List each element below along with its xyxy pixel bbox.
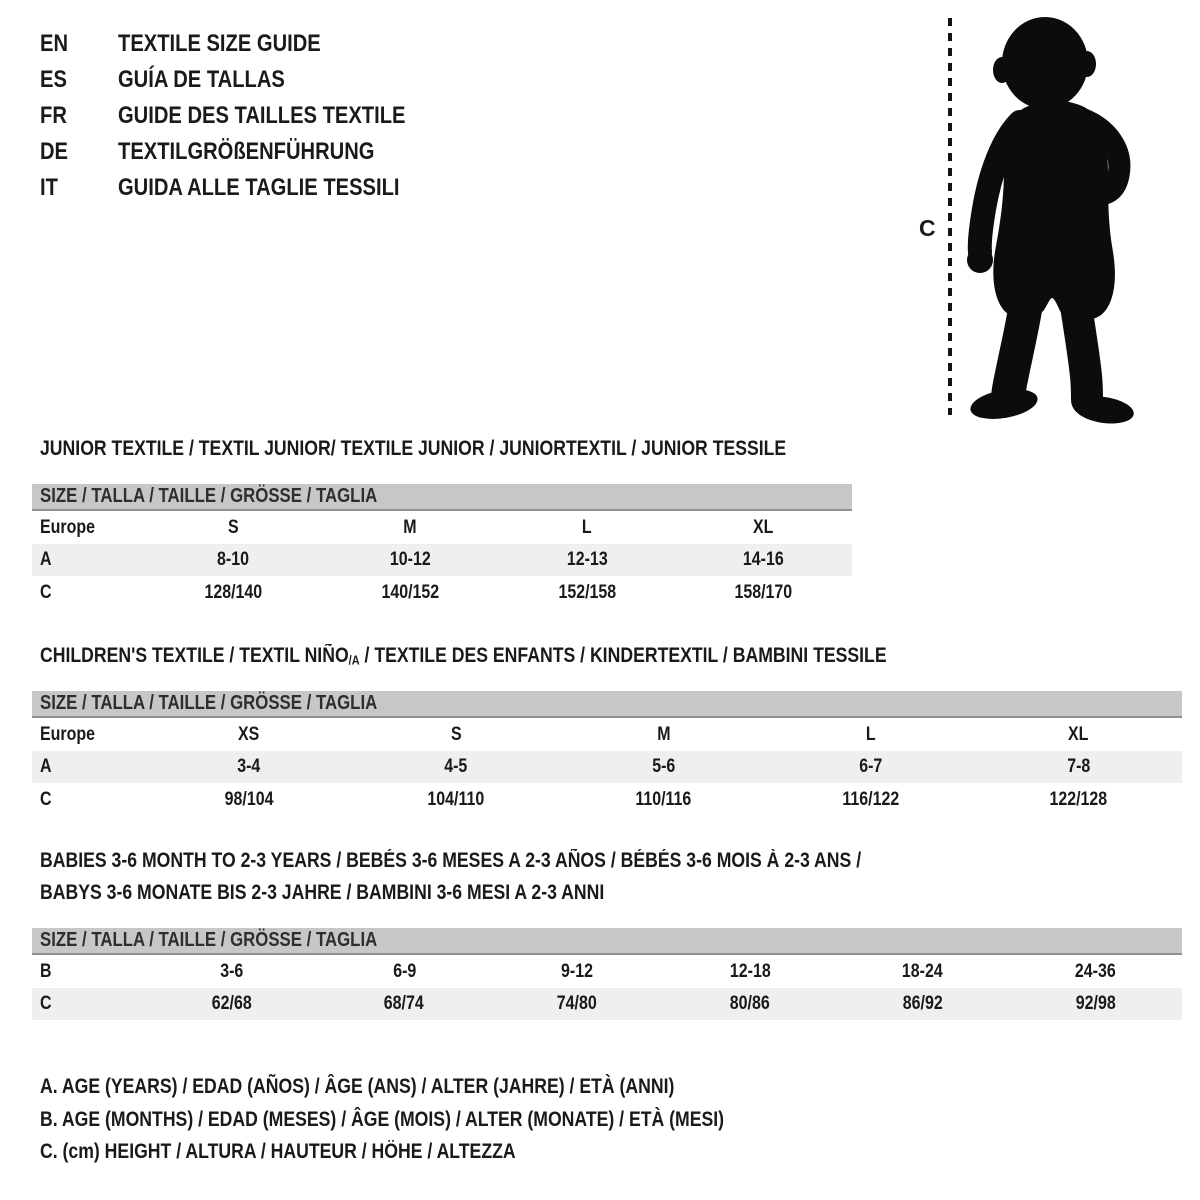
column-header-text: S xyxy=(450,723,462,745)
size-cell-text: 98/104 xyxy=(224,788,274,810)
language-title xyxy=(118,102,460,130)
row-label xyxy=(32,993,145,1015)
size-cell-text: 14-16 xyxy=(743,549,785,570)
table-row xyxy=(32,544,852,576)
measurement-legend xyxy=(40,1071,854,1169)
language-list xyxy=(40,26,460,206)
size-table-header-bar xyxy=(32,928,1182,955)
region-label xyxy=(32,724,145,746)
size-table-junior xyxy=(32,484,852,609)
size-header-label: SIZE / TALLA / TAILLE / GRÖSSE / TAGLIA xyxy=(40,692,378,714)
row-label-text: C xyxy=(40,788,52,810)
size-cell xyxy=(975,756,1182,778)
column-header-text: M xyxy=(656,723,671,745)
size-cell xyxy=(560,756,767,778)
column-header xyxy=(145,517,322,539)
column-header-text: S xyxy=(228,516,239,538)
language-title-text: GUÍA DE TALLAS xyxy=(118,66,285,93)
row-label-text: A xyxy=(40,756,52,777)
size-cell xyxy=(322,582,499,604)
size-cell-text: 152/158 xyxy=(558,581,616,603)
size-cell-text: 7-8 xyxy=(1066,756,1090,777)
language-row xyxy=(40,170,460,206)
table-row xyxy=(32,576,852,609)
size-cell xyxy=(560,789,767,811)
size-cell-text: 92/98 xyxy=(1075,993,1116,1014)
legend-line-text: B. AGE (MONTHS) / EDAD (MESES) / ÂGE (MOIS) / ALTER (MONATE) / ETÀ (MESI) xyxy=(40,1107,725,1131)
section-title-line xyxy=(40,433,928,465)
size-cell xyxy=(322,549,499,571)
section-title-junior xyxy=(40,433,928,465)
row-label-text: C xyxy=(40,581,52,603)
size-table-header-bar xyxy=(32,484,852,511)
language-title xyxy=(118,30,359,58)
section-title-text xyxy=(40,877,604,909)
section-title-text xyxy=(40,640,887,676)
height-dashed-line xyxy=(948,18,952,415)
language-code-text: EN xyxy=(40,30,69,57)
section-title-line xyxy=(40,640,1048,676)
section-title-subscript: /A xyxy=(348,652,360,668)
size-header-label: SIZE / TALLA / TAILLE / GRÖSSE / TAGLIA xyxy=(40,485,378,507)
section-title-children xyxy=(40,640,1048,676)
size-cell-text: 3-6 xyxy=(219,960,243,982)
size-table-children xyxy=(32,691,1182,816)
size-cell xyxy=(145,961,318,983)
size-cell xyxy=(675,582,852,604)
column-header-text: XS xyxy=(238,723,260,745)
table-row xyxy=(32,751,1182,783)
size-cell xyxy=(352,756,559,778)
size-cell xyxy=(145,549,322,571)
column-header-text: XL xyxy=(1068,723,1089,745)
table-row xyxy=(32,783,1182,816)
size-cell xyxy=(663,961,836,983)
language-code xyxy=(40,30,118,58)
row-label xyxy=(32,961,145,983)
size-cell xyxy=(767,756,974,778)
section-title-segment: BABIES 3-6 MONTH TO 2-3 YEARS / BEBÉS 3-6 MESES A 2-3 AÑOS / BÉBÉS 3-6 MOIS À 2-3 ANS / xyxy=(40,849,862,872)
size-cell-text: 62/68 xyxy=(211,993,252,1014)
size-cell-text: 110/116 xyxy=(635,788,692,810)
size-cell-text: 12-13 xyxy=(566,549,608,570)
column-header xyxy=(767,724,974,746)
size-cell-text: 6-9 xyxy=(392,960,416,982)
size-cell-text: 86/92 xyxy=(902,993,943,1014)
size-cell xyxy=(145,582,322,604)
size-cell xyxy=(767,789,974,811)
language-title-text: TEXTILGRÖßENFÜHRUNG xyxy=(118,138,375,165)
size-cell-text: 3-4 xyxy=(237,756,261,777)
size-cell-text: 18-24 xyxy=(902,960,944,982)
size-cell-text: 128/140 xyxy=(204,581,263,603)
language-row xyxy=(40,26,460,62)
size-cell-text: 158/170 xyxy=(734,581,793,603)
size-cell-text: 74/80 xyxy=(557,993,598,1014)
size-cell-text: 10-12 xyxy=(389,549,431,570)
size-cell xyxy=(499,549,676,571)
size-cell xyxy=(145,789,352,811)
legend-line xyxy=(40,1136,854,1169)
row-label-text: A xyxy=(40,549,52,570)
size-cell xyxy=(145,993,318,1015)
size-cell xyxy=(318,961,491,983)
legend-line-text: A. AGE (YEARS) / EDAD (AÑOS) / ÂGE (ANS) / ALTER (JAHRE) / ETÀ (ANNI) xyxy=(40,1075,675,1099)
size-cell xyxy=(663,993,836,1015)
legend-line-text: C. (cm) HEIGHT / ALTURA / HAUTEUR / HÖHE / ALTEZZA xyxy=(40,1140,516,1164)
language-title-text: GUIDA ALLE TAGLIE TESSILI xyxy=(118,174,400,201)
size-cell-text: 104/110 xyxy=(427,788,485,810)
section-title-line xyxy=(40,845,1018,877)
section-title-segment: BABYS 3-6 MONATE BIS 2-3 JAHRE / BAMBINI 3-6 MESI A 2-3 ANNI xyxy=(40,881,605,904)
size-cell xyxy=(145,756,352,778)
language-code-text: FR xyxy=(40,102,67,129)
legend-line xyxy=(40,1071,854,1104)
column-header xyxy=(499,517,676,539)
size-cell-text: 80/86 xyxy=(729,993,770,1014)
region-label-text: Europe xyxy=(40,516,95,538)
language-title-text: GUIDE DES TAILLES TEXTILE xyxy=(118,102,406,129)
size-cell xyxy=(675,549,852,571)
size-cell xyxy=(491,961,664,983)
size-cell xyxy=(975,789,1182,811)
column-header-text: L xyxy=(581,516,592,538)
language-code xyxy=(40,102,118,130)
table-row xyxy=(32,955,1182,988)
size-cell-text: 24-36 xyxy=(1075,960,1116,982)
size-table-header-bar xyxy=(32,691,1182,718)
size-cell xyxy=(318,993,491,1015)
language-code-text: ES xyxy=(40,66,67,93)
row-label xyxy=(32,756,145,778)
size-cell-text: 4-5 xyxy=(444,756,468,777)
row-label xyxy=(32,549,145,571)
size-cell xyxy=(499,582,676,604)
size-cell-text: 5-6 xyxy=(651,756,676,777)
language-row xyxy=(40,62,460,98)
language-row xyxy=(40,134,460,170)
language-code-text: DE xyxy=(40,138,69,165)
size-cell xyxy=(836,961,1009,983)
size-cell xyxy=(352,789,559,811)
size-cell xyxy=(1009,993,1182,1015)
language-title-text: TEXTILE SIZE GUIDE xyxy=(118,30,321,57)
toddler-silhouette-icon xyxy=(960,14,1145,424)
size-cell xyxy=(1009,961,1182,983)
size-cell-text: 8-10 xyxy=(217,549,250,570)
size-cell-text: 6-7 xyxy=(859,756,883,777)
section-title-text xyxy=(40,433,786,465)
region-label-text: Europe xyxy=(40,723,95,745)
size-cell-text: 12-18 xyxy=(729,960,771,982)
region-label xyxy=(32,517,145,539)
size-table-babies xyxy=(32,928,1182,1020)
size-cell xyxy=(836,993,1009,1015)
size-cell-text: 116/122 xyxy=(842,788,900,810)
column-header-row xyxy=(32,511,852,544)
column-header xyxy=(352,724,559,746)
section-title-line xyxy=(40,877,1018,909)
section-title-text xyxy=(40,845,861,877)
section-title-segment: / TEXTILE DES ENFANTS / KINDERTEXTIL / BAMBINI TESSILE xyxy=(359,644,887,667)
size-cell-text: 122/128 xyxy=(1049,788,1108,810)
legend-line xyxy=(40,1104,854,1137)
section-title-segment: JUNIOR TEXTILE / TEXTIL JUNIOR/ TEXTILE JUNIOR / JUNIORTEXTIL / JUNIOR TESSILE xyxy=(40,437,787,460)
language-code xyxy=(40,138,118,166)
size-cell-text: 68/74 xyxy=(384,993,425,1014)
column-header-text: M xyxy=(403,516,417,538)
table-row xyxy=(32,988,1182,1020)
row-label xyxy=(32,789,145,811)
column-header xyxy=(560,724,767,746)
row-label xyxy=(32,582,145,604)
section-title-segment: CHILDREN'S TEXTILE / TEXTIL NIÑO xyxy=(40,644,349,667)
size-cell xyxy=(491,993,664,1015)
language-code xyxy=(40,174,118,202)
size-cell-text: 9-12 xyxy=(561,960,594,982)
language-code-text: IT xyxy=(40,174,58,201)
column-header xyxy=(322,517,499,539)
language-row xyxy=(40,98,460,134)
column-header-text: XL xyxy=(753,516,774,538)
column-header xyxy=(975,724,1182,746)
language-code xyxy=(40,66,118,94)
column-header-row xyxy=(32,718,1182,751)
language-title xyxy=(118,138,423,166)
column-header xyxy=(675,517,852,539)
section-title-babies xyxy=(40,845,1018,909)
column-header-text: L xyxy=(866,723,876,745)
size-cell-text: 140/152 xyxy=(381,581,439,603)
column-header xyxy=(145,724,352,746)
row-label-text: C xyxy=(40,993,52,1014)
language-title xyxy=(118,66,317,94)
size-header-label: SIZE / TALLA / TAILLE / GRÖSSE / TAGLIA xyxy=(40,929,378,951)
figure-measure-label: C xyxy=(919,215,936,241)
language-title xyxy=(118,174,453,202)
row-label-text: B xyxy=(40,960,52,982)
